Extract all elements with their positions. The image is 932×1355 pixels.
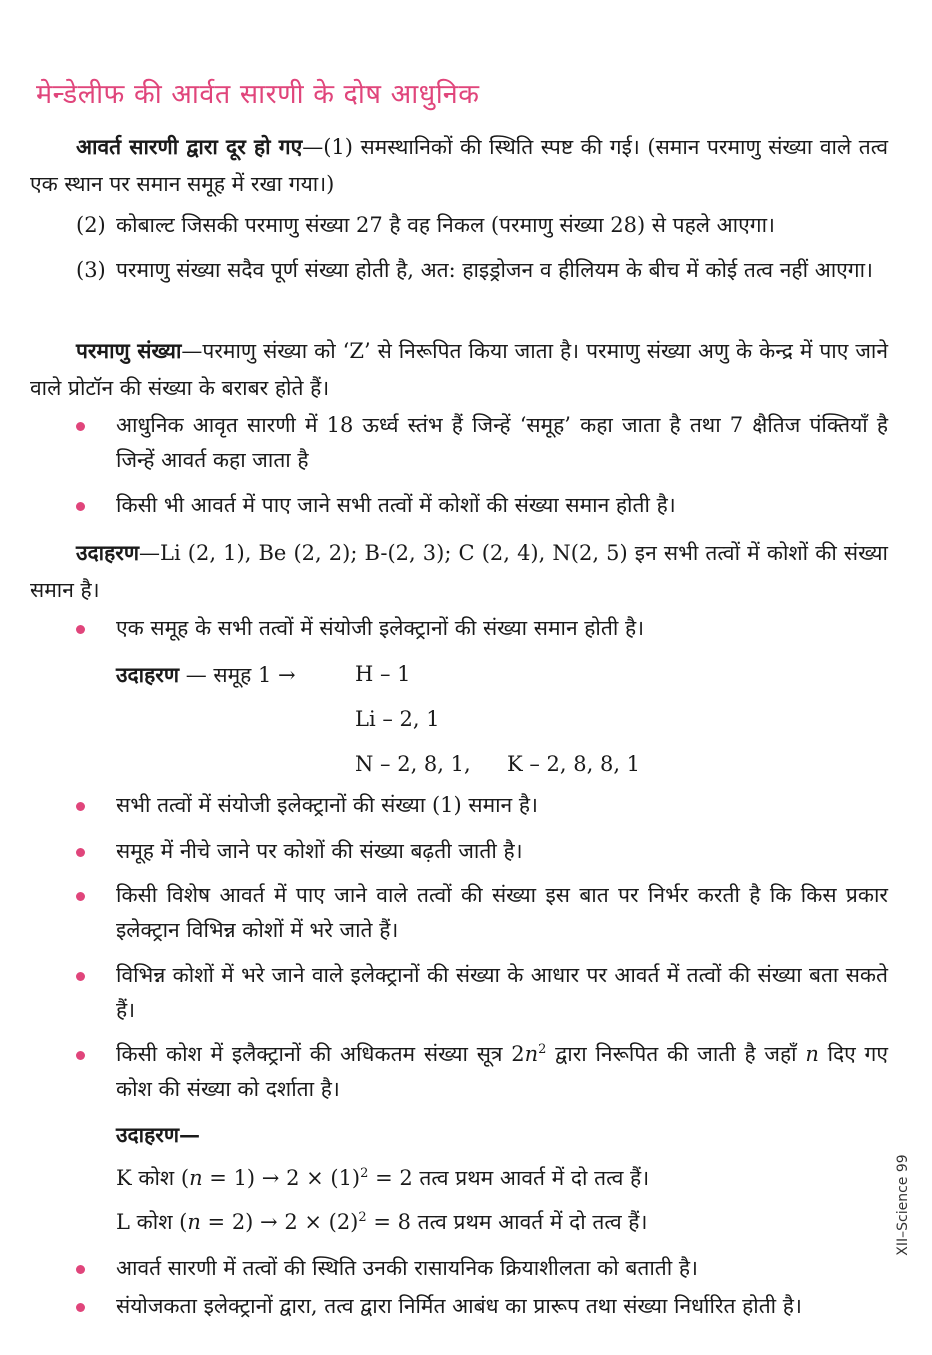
formula-after: द्वारा निरूपित की जाती है जहाँ <box>546 1042 806 1066</box>
example-2-prefix: — समूह 1 → <box>185 663 296 687</box>
example-1-bold: उदाहरण <box>76 540 140 565</box>
k-var: n <box>189 1166 203 1190</box>
bullet-dot <box>76 972 85 981</box>
bullet-item <box>76 834 888 869</box>
bullet-text: किसी भी आवर्त में पाए जाने सभी तत्वों में कोशों की संख्या समान होती है। <box>116 493 676 517</box>
l-part-b: = 2) → 2 × (2) <box>200 1210 359 1234</box>
atomic-number-paragraph <box>30 332 888 407</box>
example-2-bold: उदाहरण <box>116 662 180 687</box>
bullet-text: आवर्त सारणी में तत्वों की स्थिति उनकी रासायनिक क्रियाशीलता को बताती है। <box>116 1256 699 1280</box>
bullet-item <box>76 878 888 948</box>
bullet-text: विभिन्न कोशों में भरे जाने वाले इलेक्ट्रानों की संख्या के आधार पर आवर्त में तत्वों की संख्या बता सकते हैं। <box>116 963 888 1022</box>
bullet-text <box>116 1037 888 1107</box>
atomic-number-text: —परमाणु संख्या को ‘Z’ से निरूपित किया जाता है। परमाणु संख्या अणु के केन्द्र में पाए जाने वाले प्रोटॉन की संख्या के बराबर होते हैं। <box>30 339 888 400</box>
example-1-paragraph <box>30 534 888 609</box>
bullet-text: किसी विशेष आवर्त में पाए जाने वाले तत्वों की संख्या इस बात पर निर्भर करती है कि किस प्रकार इलेक्ट्रान विभिन्न कोशों में भरे जाते हैं। <box>116 883 888 942</box>
point-3-text: परमाणु संख्या सदैव पूर्ण संख्या होती है, अत: हाइड्रोजन व हीलियम के बीच में कोई तत्व नहीं आएगा। <box>116 258 873 282</box>
example-3-label: उदाहरण— <box>116 1122 201 1147</box>
bullet-dot <box>76 422 85 431</box>
example-2-line-3a: N – 2, 8, 1, <box>355 752 471 776</box>
side-text: XII–Science 99 <box>895 1154 911 1256</box>
bullet-item <box>76 1251 888 1286</box>
example-2-line-2: Li – 2, 1 <box>355 707 440 731</box>
side-margin-label <box>885 1110 921 1300</box>
bullet-item <box>76 958 888 1028</box>
k-part-b: = 1) → 2 × (1) <box>202 1166 361 1190</box>
formula-end: दिए गए कोश की संख्या को दर्शाता है। <box>116 1042 888 1101</box>
example-3-l-line <box>116 1205 647 1240</box>
bullet-item <box>76 611 888 646</box>
example-2-line-3b: K – 2, 8, 8, 1 <box>507 752 641 776</box>
bullet-dot <box>76 1265 85 1274</box>
bullet-dot <box>76 502 85 511</box>
bullet-dot <box>76 892 85 901</box>
k-part-c: = 2 तत्व प्रथम आवर्त में दो तत्व हैं। <box>368 1166 650 1190</box>
bullet-text: समूह में नीचे जाने पर कोशों की संख्या बढ़ती जाती है। <box>116 839 523 863</box>
bullet-text: आधुनिक आवृत सारणी में 18 ऊर्ध्व स्तंभ हैं जिन्हें ‘समूह’ कहा जाता है तथा 7 क्षैतिज पंक्तियाँ है जिन्हें आवर्त कहा जाता है <box>116 413 888 472</box>
formula-var: n <box>524 1042 539 1066</box>
bullet-text: संयोजकता इलेक्ट्रानों द्वारा, तत्व द्वारा निर्मित आबंध का प्रारूप तथा संख्या निर्धारित होती है। <box>116 1294 802 1318</box>
point-2-text: कोबाल्ट जिसकी परमाणु संख्या 27 है वह निकल (परमाणु संख्या 28) से पहले आएगा। <box>116 213 775 237</box>
bullet-dot <box>76 848 85 857</box>
l-part-a: L कोश ( <box>116 1210 188 1234</box>
l-var: n <box>187 1210 201 1234</box>
bullet-dot <box>76 1051 85 1060</box>
bullet-item <box>76 488 888 523</box>
bullet-item <box>76 408 888 478</box>
bullet-text: एक समूह के सभी तत्वों में संयोजी इलेक्ट्रानों की संख्या समान होती है। <box>116 616 645 640</box>
intro-paragraph <box>30 128 888 203</box>
l-exp: 2 <box>358 1210 367 1225</box>
bullet-dot <box>76 1303 85 1312</box>
example-2-line-1: H – 1 <box>355 662 411 686</box>
bullet-dot <box>76 802 85 811</box>
bullet-item-formula <box>76 1037 888 1107</box>
bullet-text: सभी तत्वों में संयोजी इलेक्ट्रानों की संख्या (1) समान है। <box>116 793 539 817</box>
bullet-item <box>76 1289 888 1324</box>
formula-var2: n <box>805 1042 819 1066</box>
point-3-number: (3) <box>76 258 106 282</box>
example-2-label <box>116 657 296 693</box>
atomic-number-bold: परमाणु संख्या <box>76 338 182 363</box>
section-heading: मेन्डेलीफ की आर्वत सारणी के दोष आधुनिक <box>36 79 480 110</box>
intro-text: —(1) समस्थानिकों की स्थिति स्पष्ट की गई। (समान परमाणु संख्या वाले तत्व एक स्थान पर समान समूह में रखा गया।) <box>30 135 888 196</box>
numbered-point-2 <box>76 208 888 243</box>
intro-bold: आवर्त सारणी द्वारा दूर हो गए <box>76 134 303 159</box>
formula-exp: 2 <box>538 1042 547 1057</box>
l-part-c: = 8 तत्व प्रथम आवर्त में दो तत्व हैं। <box>366 1210 648 1234</box>
numbered-point-3 <box>76 253 888 288</box>
k-part-a: K कोश ( <box>116 1166 190 1190</box>
example-1-text: —Li (2, 1), Be (2, 2); B-(2, 3); C (2, 4), N(2, 5) इन सभी तत्वों में कोशों की संख्या समान है। <box>30 541 888 602</box>
bullet-dot <box>76 625 85 634</box>
formula-before: किसी कोश में इलैक्ट्रानों की अधिकतम संख्या सूत्र 2 <box>116 1042 525 1066</box>
bullet-item <box>76 788 888 823</box>
k-exp: 2 <box>360 1166 369 1181</box>
point-2-number: (2) <box>76 213 106 237</box>
example-3-k-line <box>116 1161 649 1196</box>
